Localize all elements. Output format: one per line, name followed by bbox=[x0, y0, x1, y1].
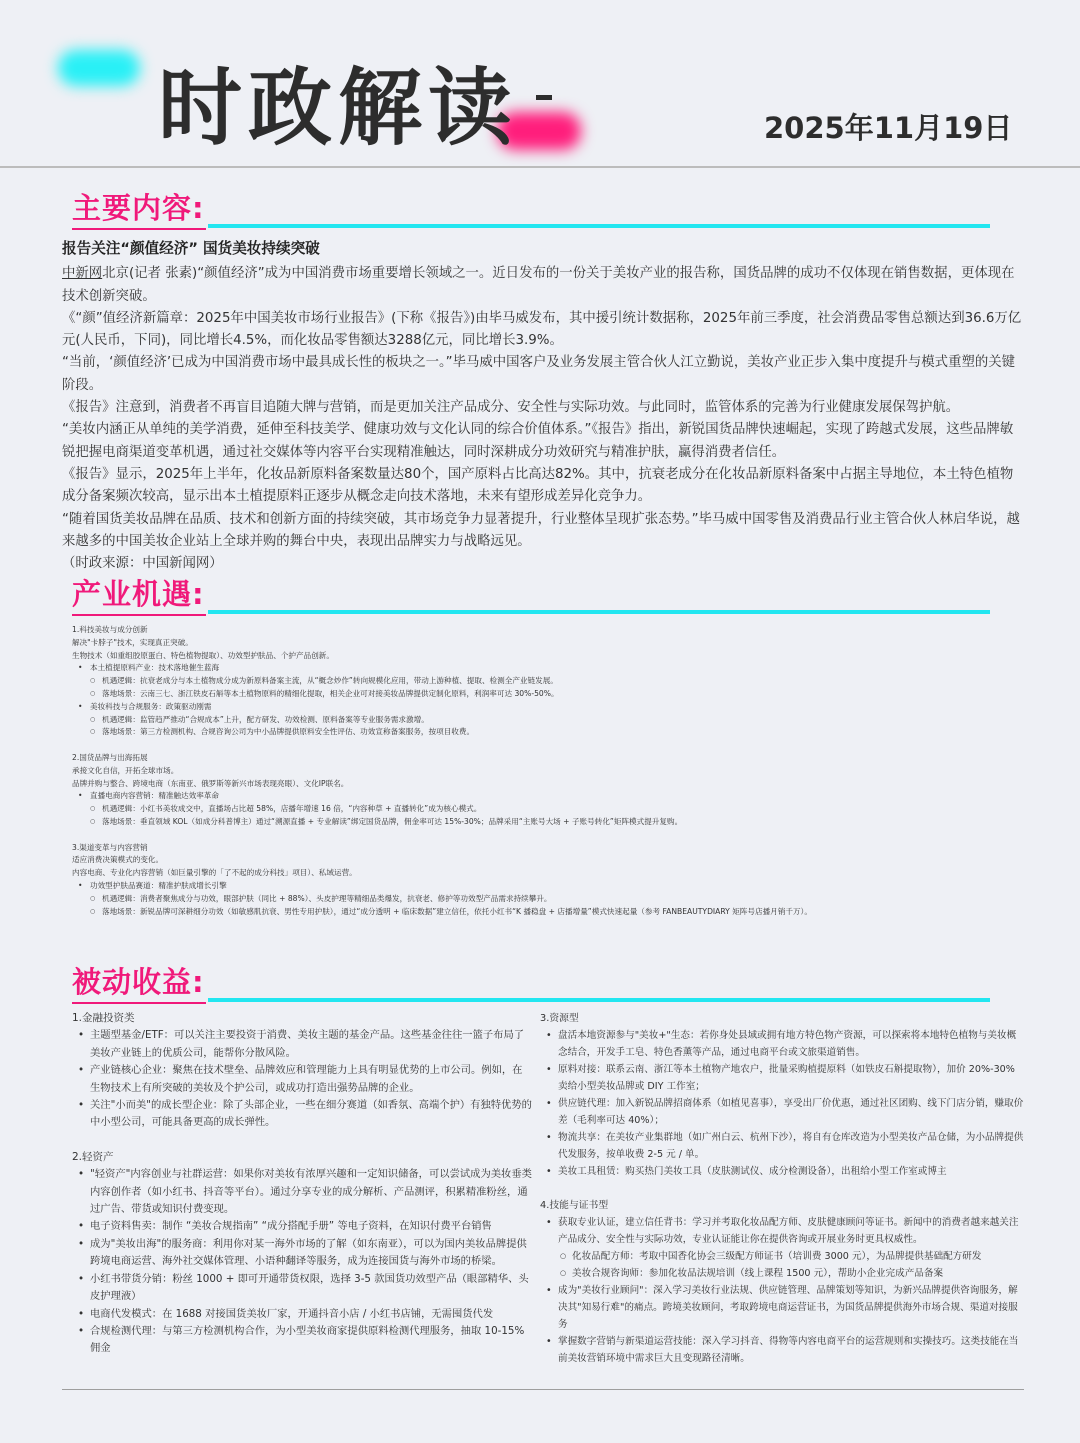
list-item: • "轻资产"内容创业与社群运营：如果你对美妆有浓厚兴趣和一定知识储备，可以尝试成为美妆垂类内容创作者（如小红书、抖音等平台）。通过分享专业的成分解析、产品测评，积累精准粉丝，通过广告、带货或知识付费变现。 bbox=[72, 1166, 532, 1218]
list-item: • 本土植提原料产业：技术落地催生蓝海 bbox=[72, 662, 1032, 675]
article-paragraph: 《“颜”值经济新篇章：2025年中国美妆市场行业报告》(下称《报告》)由毕马威发布，其中援引统计数据称，2025年前三季度，社会消费品零售总额达到36.6万亿元(人民币，下同)，同比增长4.5%，而化妆品零售额达3288亿元，同比增长3.9%。 bbox=[62, 310, 1022, 349]
section-title: 主要内容: bbox=[72, 191, 205, 225]
list-item: • 获取专业认证，建立信任背书：学习并考取化妆品配方师、皮肤健康顾问等证书。新闻中的消费者越来越关注产品成分、安全性与实际功效，专业认证能让你在提供咨询或开展业务时更具权威性。 bbox=[540, 1214, 1024, 1248]
list-item: • 美妆工具租赁：购买热门美妆工具（皮肤测试仪、成分检测设备），出租给小型工作室或博主 bbox=[540, 1163, 1024, 1180]
sub-list-item: ○ 机遇逻辑：抗衰老成分与本土植物成分成为新原料备案主流，从“概念炒作”转向规模化应用，带动上游种植、提取、检测全产业链发展。 bbox=[72, 675, 1032, 688]
block-line: 承接文化自信，开拓全球市场。 bbox=[72, 765, 179, 775]
section-rule bbox=[208, 224, 990, 228]
sub-list-item: ○ 机遇逻辑：监管趋严推动“合规成本”上升，配方研发、功效检测、原料备案等专业服务需求激增。 bbox=[72, 714, 1032, 727]
article-headline: 报告关注“颜值经济” 国货美妆持续突破 bbox=[62, 240, 320, 257]
list-item: • 盘活本地资源参与"美妆+"生态：若你身处县域或拥有地方特色物产资源，可以探索将本地特色植物与美妆概念结合，开发手工皂、特色香薰等产品，通过电商平台或文旅渠道销售。 bbox=[540, 1027, 1024, 1061]
list-item: • 直播电商内容营销：精准触达效率革命 bbox=[72, 790, 1032, 803]
sub-list-item: ○ 机遇逻辑：小红书美妆成交中，直播场占比超 58%，店播年增速 16 倍，“内容种草 + 直播转化”成为核心模式。 bbox=[72, 803, 1032, 816]
article-paragraph: 《报告》显示，2025年上半年，化妆品新原料备案数量达80个，国产原料占比高达82%。其中，抗衰老成分在化妆品新原料备案中占据主导地位，本土特色植物成分备案频次较高，显示出本土植提原料正逐步从概念走向技术落地，未来有望形成差异化竞争力。 bbox=[62, 466, 1014, 505]
list-item: • 电子资料售卖：制作 “美妆合规指南” “成分搭配手册” 等电子资料，在知识付费平台销售 bbox=[72, 1218, 532, 1235]
sub-list-item: ○ 落地场景：第三方检测机构、合规咨询公司为中小品牌提供原料安全性评估、功效宣称备案服务，按项目收费。 bbox=[72, 726, 1032, 739]
list-item: • 美妆科技与合规服务：政策驱动刚需 bbox=[72, 701, 1032, 714]
block-line: 适应消费决策模式的变化。 bbox=[72, 855, 164, 865]
news-article bbox=[62, 238, 1024, 575]
block-line: 品牌并购与整合、跨境电商（东南亚、俄罗斯等新兴市场表现亮眼）、文化IP联名。 bbox=[72, 778, 349, 788]
block-line: 内容电商、专业化内容营销（如巨量引擎的「了不起的成分科技」项目）、私域运营。 bbox=[72, 868, 357, 878]
page-title: 时政解读 bbox=[158, 59, 519, 157]
income-column-left bbox=[72, 1010, 532, 1358]
section-title-underline bbox=[72, 1002, 206, 1004]
list-item: • 物流共享：在美妆产业集群地（如广州白云、杭州下沙），将自有仓库改造为小型美妆产品仓储，为小品牌提供代发服务，按单收费 2-5 元 / 单。 bbox=[540, 1129, 1024, 1163]
list-item: • 产业链核心企业：聚焦在技术壁垒、品牌效应和管理能力上具有明显优势的上市公司。例如，在生物技术上有所突破的美妆及个护公司，或成功打造出强势品牌的企业。 bbox=[72, 1062, 532, 1097]
income-column-right bbox=[540, 1010, 1024, 1367]
article-paragraph: 中新网北京(记者 张素)“颜值经济”成为中国消费市场重要增长领域之一。近日发布的一份关于美妆产业的报告称，国货品牌的成功不仅体现在销售数据，更体现在技术创新突破。 bbox=[62, 266, 1015, 304]
list-item: • 关注"小而美"的成长型企业：除了头部企业，一些在细分赛道（如香氛、高端个护）有独特优势的中小型公司，可能具备更高的成长弹性。 bbox=[72, 1097, 532, 1132]
opportunity-block bbox=[72, 752, 1032, 829]
article-paragraph: “美妆内涵正从单纯的美学消费，延伸至科技美学、健康功效与文化认同的综合价值体系。”《报告》指出，新锐国货品牌快速崛起，实现了跨越式发展，这些品牌敏锐把握电商渠道变革机遇，通过社交媒体等内容平台实现精准触达，同时深耕成分功效研究与精准护肤，赢得消费者信任。 bbox=[62, 422, 1014, 460]
section-title-underline bbox=[72, 228, 206, 230]
sub-list-item: ○ 美妆合规咨询师：参加化妆品法规培训（线上课程 1500 元），帮助小企业完成产品备案 bbox=[540, 1265, 1024, 1282]
block-title: 1.科技美妆与成分创新 bbox=[72, 625, 148, 634]
sub-list-item: ○ 化妆品配方师：考取中国香化协会三级配方师证书（培训费 3000 元），为品牌提供基础配方研发 bbox=[540, 1248, 1024, 1265]
article-paragraph: “当前，‘颜值经济’已成为中国消费市场中最具成长性的板块之一。”毕马威中国客户及业务发展主管合伙人江立勤说，美妆产业正步入集中度提升与模式重塑的关键阶段。 bbox=[62, 355, 1016, 393]
category-title: 3.资源型 bbox=[540, 1013, 579, 1024]
block-line: 解决"卡脖子"技术，实现真正突破。 bbox=[72, 637, 193, 647]
sub-list-item: ○ 落地场景：新锐品牌可深耕细分功效（如敏感肌抗衰、男性专用护肤），通过“成分透明 + 临床数据”建立信任，依托小红书“K 播稳盘 + 店播增量”模式快速起量（参考 FANBEAUTYDIARY 矩阵号店播月销千万）。 bbox=[72, 906, 1032, 919]
category-title: 1.金融投资类 bbox=[72, 1012, 135, 1024]
opportunity-block bbox=[72, 624, 1032, 739]
section-title-underline bbox=[72, 614, 206, 616]
article-paragraph: “随着国货美妆品牌在品质、技术和创新方面的持续突破，其市场竞争力显著提升，行业整体呈现扩张态势。”毕马威中国零售及消费品行业主管合伙人林启华说，越来越多的中国美妆企业站上全球并购的舞台中央，表现出品牌实力与战略远见。 bbox=[62, 511, 1020, 549]
sub-list-item: ○ 机遇逻辑：消费者聚焦成分与功效，眼部护肤（同比 + 88%）、头皮护理等精细品类爆发，抗衰老、修护等功效型产品需求持续攀升。 bbox=[72, 893, 1032, 906]
list-item: • 掌握数字营销与新渠道运营技能：深入学习抖音、得物等内容电商平台的运营规则和实操技巧。这类技能在当前美妆营销环境中需求巨大且变现路径清晰。 bbox=[540, 1333, 1024, 1367]
block-line: 生物技术（如重组胶原蛋白、特色植物提取）、功效型护肤品、个护产品创新。 bbox=[72, 650, 334, 660]
list-item: • 电商代发模式：在 1688 对接国货美妆厂家，开通抖音小店 / 小红书店铺，无需囤货代发 bbox=[72, 1306, 532, 1323]
bottom-divider bbox=[62, 1389, 1024, 1390]
page-header bbox=[0, 0, 1080, 168]
section-title: 产业机遇: bbox=[72, 577, 205, 611]
section-title: 被动收益: bbox=[72, 965, 205, 999]
sub-list-item: ○ 落地场景：云南三七、浙江铁皮石斛等本土植物原料的精细化提取，相关企业可对接美妆品牌提供定制化原料，利润率可达 30%-50%。 bbox=[72, 688, 1032, 701]
issue-date: 2025年11月19日 bbox=[764, 111, 1013, 145]
sub-list-item: ○ 落地场景：垂直领域 KOL（如成分科普博主）通过“溯源直播 + 专业解读”绑定国货品牌，佣金率可达 15%-30%；品牌采用“主账号大场 + 子账号转化”矩阵模式提升复购。 bbox=[72, 816, 1032, 829]
list-item: • 小红书带货分销：粉丝 1000 + 即可开通带货权限，选择 3-5 款国货功效型产品（眼部精华、头皮护理液） bbox=[72, 1271, 532, 1306]
list-item: • 功效型护肤品赛道：精准护肤成增长引擎 bbox=[72, 880, 1032, 893]
category-title: 2.轻资产 bbox=[72, 1150, 114, 1163]
opportunity-block bbox=[72, 842, 1032, 919]
title-dash-decoration bbox=[536, 95, 552, 100]
opportunity-list bbox=[72, 624, 1032, 931]
cyan-brush-decoration bbox=[58, 50, 140, 86]
block-title: 2.国货品牌与出海拓展 bbox=[72, 752, 148, 762]
header-divider bbox=[0, 166, 1080, 168]
block-title: 3.渠道变革与内容营销 bbox=[72, 842, 148, 852]
list-item: • 成为"美妆行业顾问"：深入学习美妆行业法规、供应链管理、品牌策划等知识，为新兴品牌提供咨询服务，解决其"知易行难"的痛点。跨境美妆顾问，考取跨境电商运营证书，为国货品牌提供海外市场合规、渠道对接服务 bbox=[540, 1282, 1024, 1333]
section-rule bbox=[208, 610, 990, 614]
list-item: • 原料对接：联系云南、浙江等本土植物产地农户，批量采购植提原料（如铁皮石斛提取物），加价 20%-30% 卖给小型美妆品牌或 DIY 工作室； bbox=[540, 1061, 1024, 1095]
list-item: • 供应链代理：加入新锐品牌招商体系（如植见喜事），享受出厂价优惠，通过社区团购、线下门店分销，赚取价差（毛利率可达 40%）； bbox=[540, 1095, 1024, 1129]
list-item: • 主题型基金/ETF：可以关注主要投资于消费、美妆主题的基金产品。这些基金往往一篮子布局了美妆产业链上的优质公司，能帮你分散风险。 bbox=[72, 1027, 532, 1062]
article-paragraph: 《报告》注意到，消费者不再盲目追随大牌与营销，而是更加关注产品成分、安全性与实际功效。与此同时，监管体系的完善为行业健康发展保驾护航。 bbox=[62, 400, 960, 416]
list-item: • 成为"美妆出海"的服务商：利用你对某一海外市场的了解（如东南亚），可以为国内美妆品牌提供跨境电商运营、海外社交媒体管理、小语种翻译等服务，成为连接国货与海外市场的桥梁。 bbox=[72, 1236, 532, 1271]
source-link[interactable]: 中新网 bbox=[62, 266, 103, 282]
category-title: 4.技能与证书型 bbox=[540, 1200, 609, 1211]
list-item: • 合规检测代理：与第三方检测机构合作，为小型美妆商家提供原料检测代理服务，抽取 10-15% 佣金 bbox=[72, 1323, 532, 1358]
source-note: （时政来源：中国新闻网） bbox=[62, 556, 223, 572]
section-rule bbox=[208, 998, 990, 1002]
